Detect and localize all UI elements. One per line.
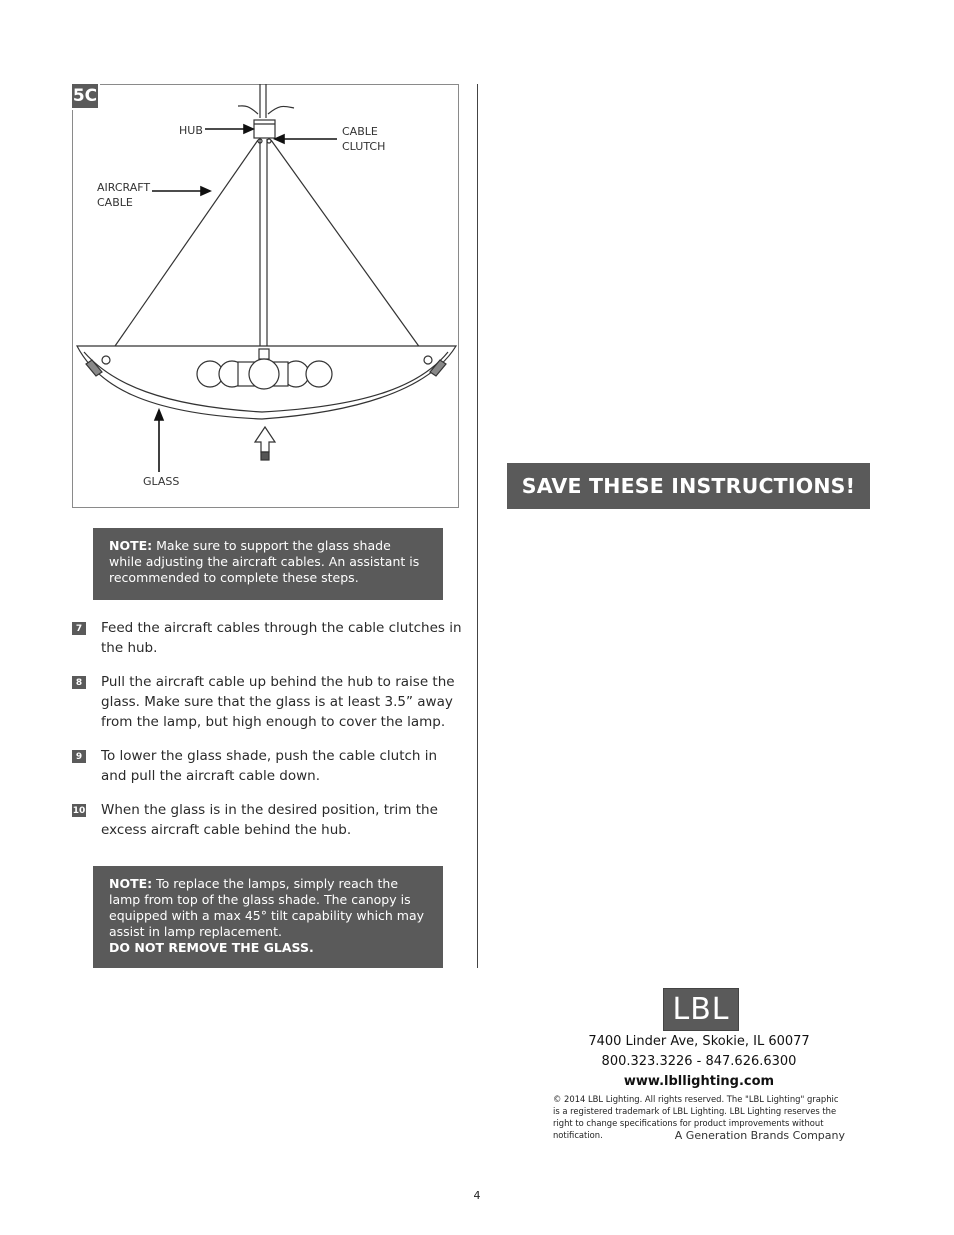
step-text: When the glass is in the desired position, trim the excess aircraft cable behind the hub. — [101, 802, 438, 838]
copyright-notice: © 2014 LBL Lighting. All rights reserved. The "LBL Lighting" graphic is a registered trademark of LBL Lighting. LBL Lighting reserves the right to change specifications for product improvements without notification. — [553, 1094, 839, 1140]
note-prefix: NOTE: — [109, 538, 153, 553]
cable-clutch-label-line2: CLUTCH — [342, 140, 386, 153]
company-website[interactable]: www.lbllighting.com — [623, 1074, 775, 1089]
step-10 — [72, 800, 462, 840]
step-8 — [72, 672, 462, 732]
step-number: 10 — [72, 805, 86, 816]
step-number: 8 — [72, 676, 86, 689]
step-number: 7 — [72, 622, 86, 635]
aircraft-cable-label-line2: CABLE — [97, 196, 133, 209]
step-text: Feed the aircraft cables through the cable clutches in the hub. — [101, 620, 462, 656]
step-7 — [72, 618, 462, 658]
step-number: 9 — [72, 750, 86, 763]
support-glass-note — [93, 528, 443, 600]
step-9 — [72, 746, 462, 786]
save-instructions-banner: SAVE THESE INSTRUCTIONS! — [507, 463, 870, 509]
lbl-logo: LBL — [663, 988, 739, 1031]
note-text: Make sure to support the glass shade while adjusting the aircraft cables. An assistant is recommended to complete these steps. — [109, 538, 420, 585]
step-text: To lower the glass shade, push the cable clutch in and pull the aircraft cable down. — [101, 748, 438, 784]
aircraft-cable-label-line1: AIRCRAFT — [97, 181, 151, 194]
pendant-illustration — [72, 84, 459, 508]
lamp-replacement-note — [93, 866, 443, 968]
glass-label: GLASS — [143, 475, 180, 488]
figure-step-badge: 5C — [72, 84, 100, 110]
note-text: To replace the lamps, simply reach the lamp from top of the glass shade. The canopy is equipped with a max 45° tilt capability which may assist in lamp replacement. — [109, 876, 425, 939]
note-prefix: NOTE: — [109, 876, 153, 891]
company-phone: 800.323.3226 - 847.626.6300 — [601, 1054, 797, 1069]
company-address: 7400 Linder Ave, Skokie, IL 60077 — [588, 1034, 810, 1049]
note-warning: DO NOT REMOVE THE GLASS. — [109, 940, 314, 955]
page-number: 4 — [473, 1189, 481, 1202]
step-text: Pull the aircraft cable up behind the hub to raise the glass. Make sure that the glass is at least 3.5” away from the lamp, but high enough to cover the lamp. — [101, 674, 455, 730]
parent-company: A Generation Brands Company — [674, 1129, 845, 1142]
column-divider — [477, 84, 478, 968]
hub-label: HUB — [179, 124, 203, 137]
cable-clutch-label-line1: CABLE — [342, 125, 378, 138]
